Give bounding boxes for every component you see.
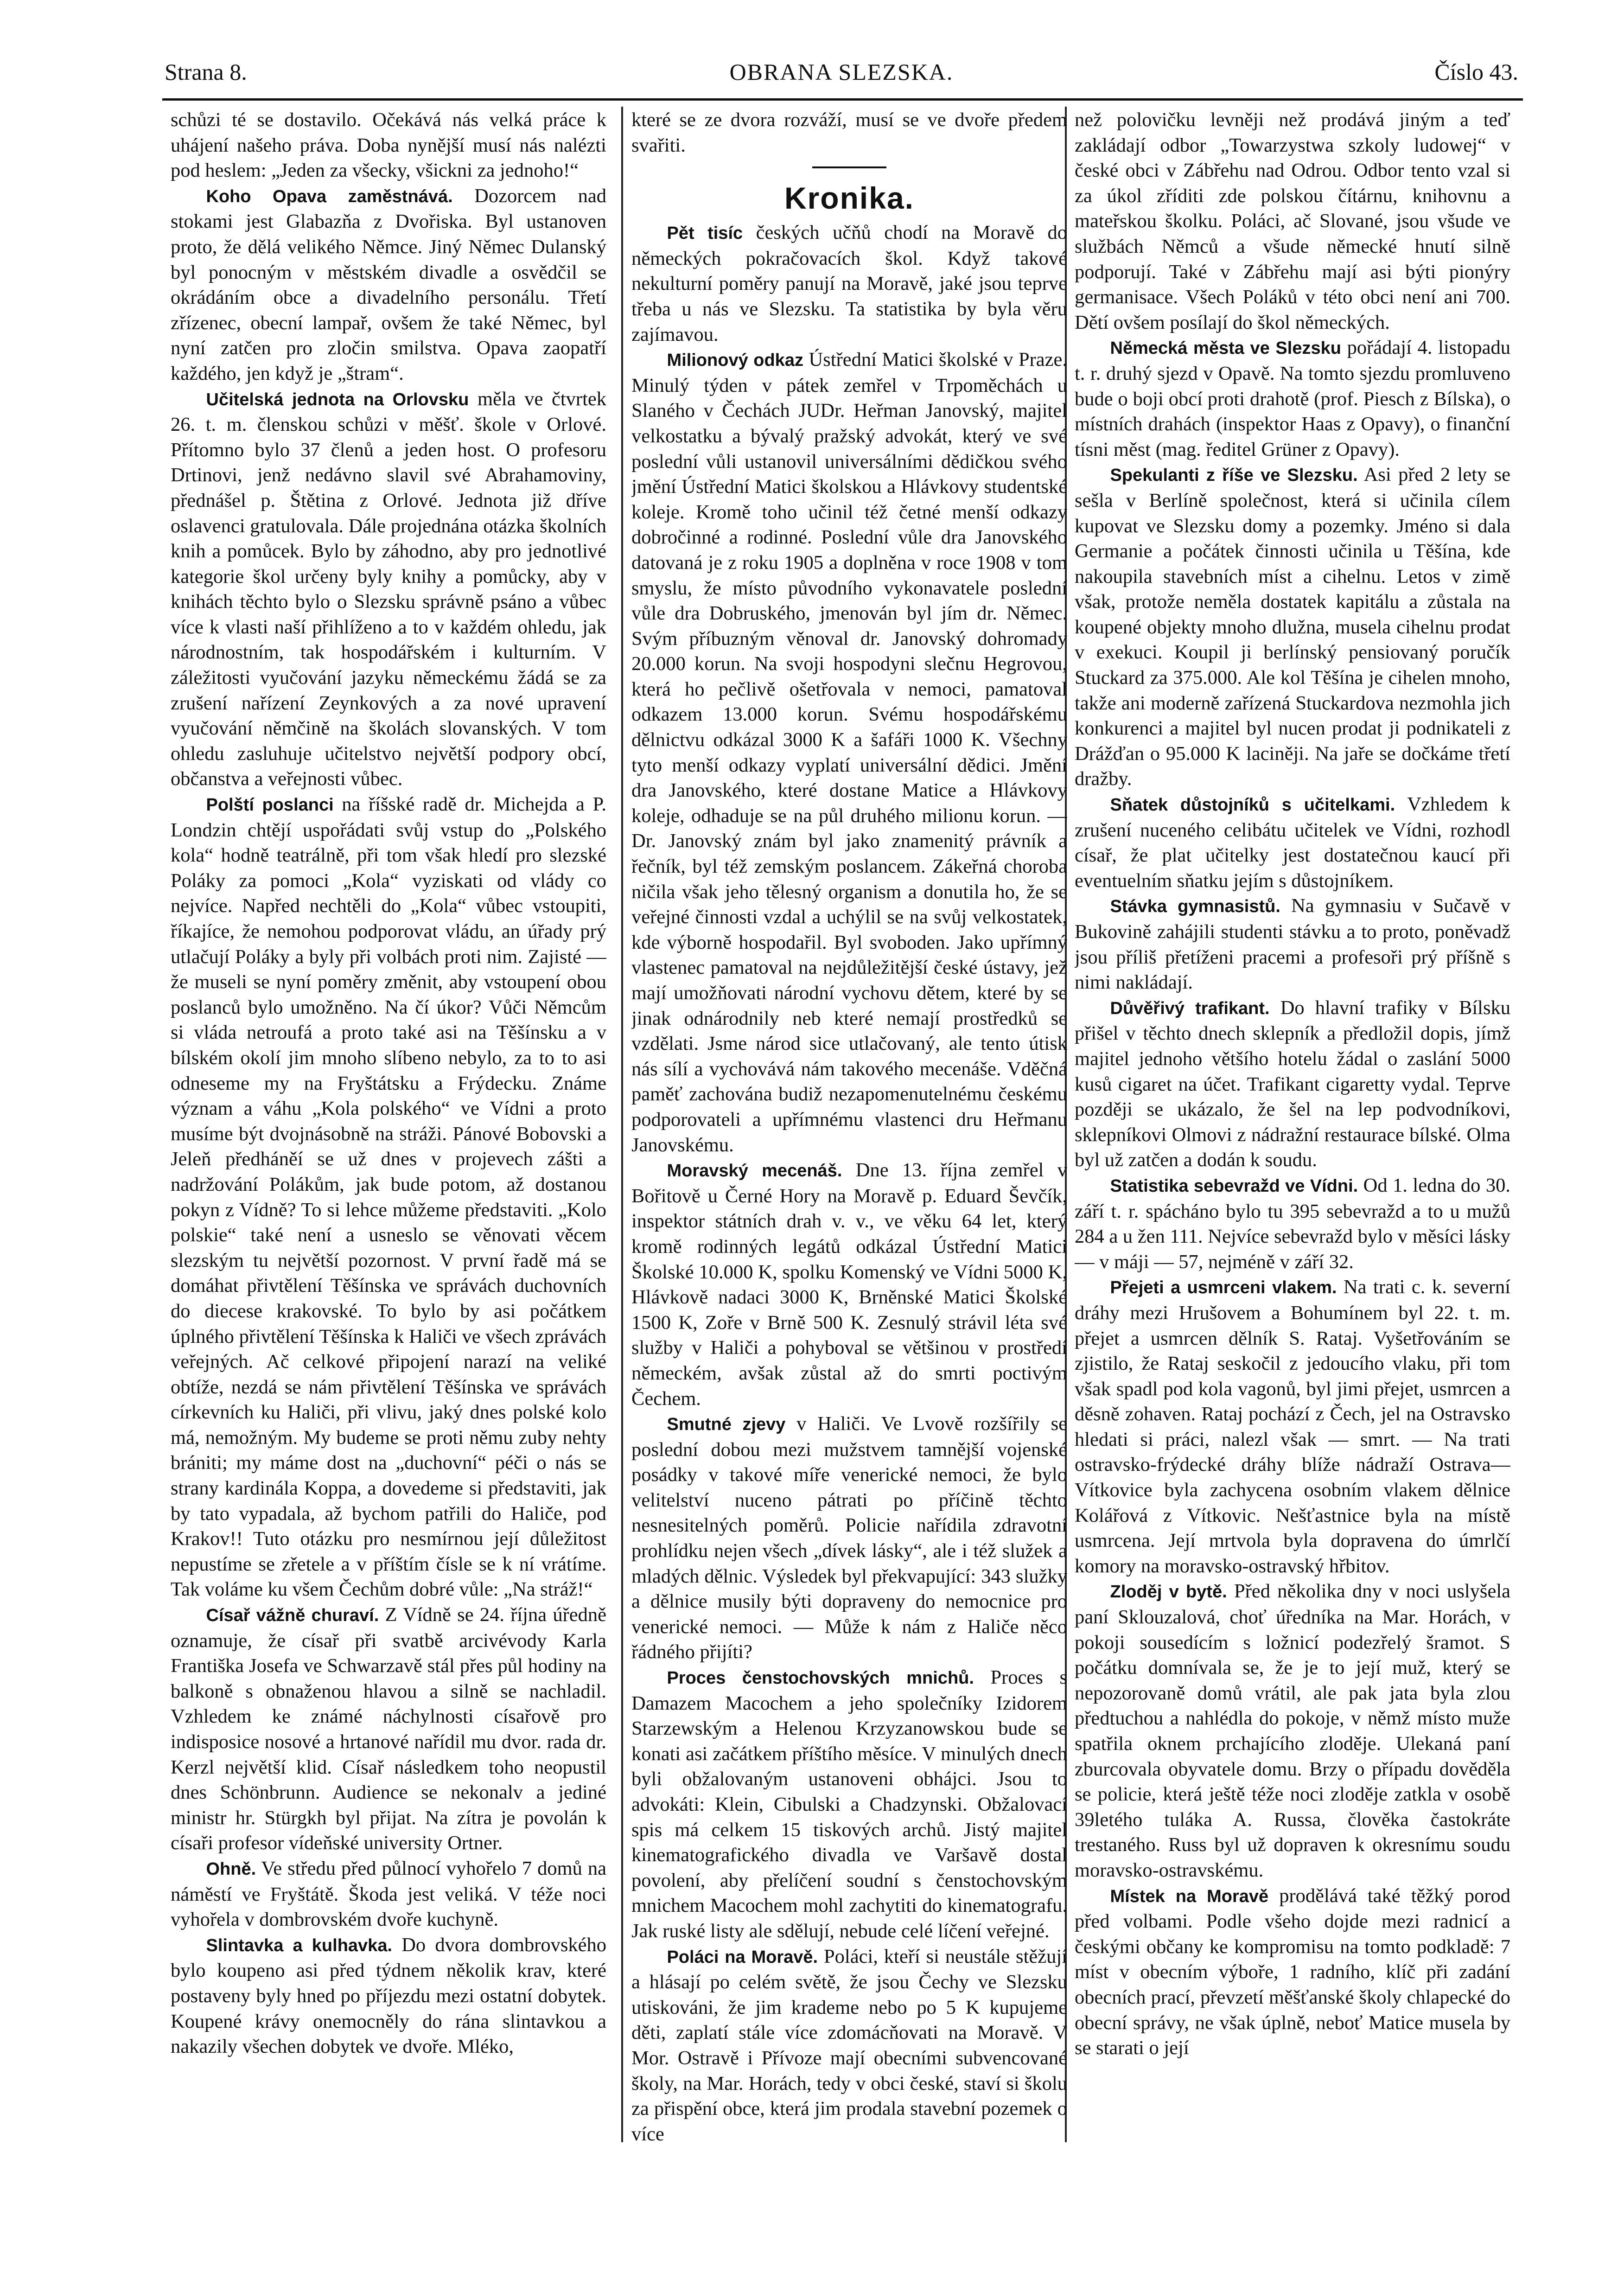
article-text: Asi před 2 lety se sešla v Berlíně společnost, která si učinila cílem kupovat ve Slezsku domy a pozemky. Jméno si dala Germanie a počátek činnosti učinila u Těšína, kde nakoupila stavebních míst a cihelnu. Letos v zimě však, protože neměla dostatek kapitálu a zůstala na koupené objekty mnoho dlužna, musela cihelnu prodat v exekuci. Koupil ji berlínský pensiovaný poručík Stuckard za 375.000. Ale kol Těšína je cihelen mnoho, takže ani moderně zařízená Stuckardova nezmohla jich konkurenci a majitel byl nucen prodat ji podnikateli z Drážďan o 95.000 K laciněji. Na jaře se dočkáme třetí dražby.	[1075, 464, 1510, 790]
article-text: Dne 13. října zemřel v Bořitově u Černé Hory na Moravě p. Eduard Ševčík, inspektor státních drah v. v., ve věku 64 let, který kromě rodinných legátů odkázal Ústřední Matici Školské 10.000 K, spolku Komenský ve Vídni 5000 K, Hlávkově nadaci 3000 K, Brněnské Matici Školské 1500 K, Zoře v Brně 500 K. Zesnulý strávil léta své služby v Haliči a pohyboval se většinou v prostředí německém, avšak zůstal až do smrti poctivým Čechem.	[631, 1159, 1067, 1410]
article-pet-tisic	[631, 220, 1067, 347]
column-2	[631, 108, 1067, 2148]
column-3	[1075, 108, 1510, 2148]
page-number: Strana 8.	[165, 59, 247, 85]
article-spekulanti	[1075, 462, 1510, 792]
article-heading: Důvěřivý trafikant.	[1110, 998, 1270, 1018]
page-header	[165, 55, 1518, 96]
article-text: měla ve čtvrtek 26. t. m. členskou schůzi v měšť. škole v Orlové. Přítomno bylo 37 členů a jeden host. O profesoru Drtinovi, jenž nedávno slavil své Abrahamoviny, přednášel p. Štětina z Orlové. Jednota již dříve oslavenci gratulovala. Dále projednána otázka školních knih a pomůcek. Bylo by záhodno, aby pro jednotlivé kategorie škol určeny byly knihy a pomůcky, aby v knihách těchto bylo o Slezsku správně psáno a vůbec více k vlasti naší přihlíženo a to v každém ohledu, jak národnostním, tak hospodářském i kulturním. V záležitosti vyučování jazyku německému žádá se za zrušení nařízení Zeynkových a za nové upravení vyučování němčině na školách slovanských. V tom ohledu zasluhuje učitelstvo největší podpory obcí, občanstva a veřejnosti vůbec.	[171, 388, 606, 790]
article-heading: Milionový odkaz	[667, 351, 803, 370]
article-text: Dozorcem nad stokami jest Glabazňa z Dvořiska. Byl ustanoven proto, že dělá velikého Němce. Jiný Němec Dulanský byl ponocným v městském divadle a osvědčil se okrádáním obce a divadelního personálu. Třetí zřízenec, obecní lampař, ovšem že také Němec, byl nyní zatčen pro zločin smilstva. Opava zaopatří každého, jen když je „štram“.	[171, 185, 606, 384]
article-heading: Učitelská jednota na Orlovsku	[206, 389, 469, 409]
article-heading: Moravský mecenáš.	[667, 1161, 842, 1181]
article-text: prodělává také těžký porod před volbami. Podle všeho dojde mezi radnicí a českými občany ke kompromisu na tomto podkladě: 7 míst v obecním výboře, 1 radního, klíč při zadání obecních prací, převzetí měšťanské školy chlapecké do obecní správy, ne však úplně, neboť Matice musela by se starati o její	[1075, 1884, 1510, 2059]
newspaper-title: OBRANA SLEZSKA.	[729, 59, 954, 85]
article-continuation: schůzi té se dostavilo. Očekává nás velká práce k uhájení našeho práva. Doba nynější musí nás nalézti pod heslem: „Jeden za všecky, všickni za jednoho!“	[171, 109, 606, 182]
article-text: Na trati c. k. severní dráhy mezi Hrušovem a Bohumínem byl 22. t. m. přejet a usmrcen dělník S. Rataj. Vyšetřováním se zjistilo, že Rataj seskočil z jedoucího vlaku, při tom však spadl pod kola vagonů, byl jimi přejet, usmrcen a děsně zohaven. Rataj pochází z Čech, jel na Ostravsko hledati si práci, nalezl však — smrt. — Na trati ostravsko-frýdecké dráhy blíže nádraží Ostrava—Vítkovice byla zachycena osobním vlakem dělnice Kolářová z Vítkovic. Nešťastnice byla na místě usmrcena. Její mrtvola byla dopravena do úmrlčí komory na moravsko-ostravský hřbitov.	[1075, 1276, 1510, 1577]
article-heading: Statistika sebevražd ve Vídni.	[1110, 1176, 1358, 1196]
article-text: Ústřední Matici školské v Praze. Minulý týden v pátek zemřel v Trpoměchách u Slaného v Čechách JUDr. Heřman Janovský, majitel velkostatku a bývalý pražský advokát, který ve své poslední vůli ustanovil universálními dědičkou svého jmění Ústřední Matici školskou a Hlávkovy studentské koleje. Kromě toho učinil též četné menší odkazy dobročinné a rodinné. Poslední vůle dra Janovského datovaná je z roku 1905 a doplněna v roce 1908 v tom smyslu, že místo původního vykonavatele poslední vůle dra Dobruského, jmenován byl jím dr. Němec. Svým příbuzným věnoval dr. Janovský dohromady 20.000 korun. Na svoji hospodyni slečnu Hegrovou, která ho pečlivě ošetřovala v nemoci, pamatoval odkazem 13.000 korun. Svému hospodářskému dělnictvu odkázal 3000 K a šafáři 1000 K. Všechny tyto menší odkazy vyplatí universální dědici. Jmění dra Janovského, které dostane Matice a Hlávkovy koleje, odhaduje se na půl druhého milionu korun. — Dr. Janovský znám byl jako znamenitý právník a řečník, byl též zemským poslancem. Zákeřná choroba ničila však jeho tělesný organism a donutila ho, že se veřejné činnosti vzdal a uchýlil se na svůj velkostatek, kde výborně hospodařil. Byl svoboden. Jako upřímný vlastenec pamatoval na nejdůležitější české ústavy, jež mají umožňovati národní vychovu dětem, které by se jinak odnárodnily neb které nemají prostředků se vzdělati. Jsme národ sice utlačovaný, ale tento útisk nás sílí a vychovává nám takového mecenáše. Vděčná paměť zachována budiž nezapomenutelnému českému podporovateli a upřímnému vlastenci dru Heřmanu Janovskému.	[631, 349, 1067, 1156]
header-rule	[162, 98, 1523, 101]
article-text: Proces s Damazem Macochem a jeho společníky Izidorem Starzewským a Helenou Krzyzanowskou bude se konati asi začátkem příštího měsíce. V minulých dnech byli obžalovaným ustanoveni obhájci. Jsou to advokáti: Klein, Cibulski a Chadzynski. Obžalovací spis má celkem 15 tiskových archů. Jistý majitel kinematografického divadla ve Varšavě dostal povolení, aby přelíčení soudní s čenstochovským mnichem Macochem mohl zachytiti do kinematografu. Jak ruské listy ale sdělují, nebude celé líčení veřejné.	[631, 1666, 1067, 1942]
article-continuation: které se ze dvora rozváží, musí se ve dvoře předem svařiti.	[631, 109, 1067, 156]
article-heading: Ohně.	[206, 1859, 256, 1879]
article-heading: Německá města ve Slezsku	[1110, 338, 1341, 358]
article-ohne	[171, 1856, 606, 1933]
article-heading: Sňatek důstojníků s učitelkami.	[1110, 795, 1395, 815]
article-text: Před několika dny v noci uslyšela paní Sklouzalová, choť úředníka na Mar. Horách, v pokoji sousedícím s ložnicí podezřelý šramot. S počátku domnívala se, že je to její muž, který se nepozorovaně domů vrátil, ale pak jata byla zlou předtuchou a nahlédla do pokoje, v němž místo muže spatřila oknem prchajícího zloděje. Ulekaná paní zburcovala obyvatele domu. Brzy o případu dověděla se policie, která ještě téže noci zloděje zatkla v osobě 39letého tuláka A. Russa, člověka častokráte trestaného. Russ byl už dopraven k okresnímu soudu moravsko-ostravskému.	[1075, 1580, 1510, 1881]
article-trafikant	[1075, 996, 1510, 1173]
article-koho-opava	[171, 184, 606, 387]
article-text: českých učňů chodí na Moravě do německých pokračovacích škol. Když takové nekulturní poměry panují na Moravě, jaké jsou teprve třeba u nás ve Slezsku. Ta statistika by byla věru zajímavou.	[631, 222, 1067, 345]
article-heading: Císař vážně churaví.	[206, 1606, 379, 1626]
article-heading: Slintavka a kulhavka.	[206, 1935, 393, 1955]
article-text: Ve středu před půlnocí vyhořelo 7 domů na náměstí ve Fryštátě. Škoda jest veliká. V téže noci vyhořela v dombrovském dvoře kuchyně.	[171, 1857, 606, 1931]
article-statistika	[1075, 1173, 1510, 1275]
article-heading: Zloděj v bytě.	[1110, 1582, 1227, 1602]
article-moravsky-mecenas	[631, 1158, 1067, 1411]
column-1	[171, 108, 606, 2148]
article-polsti-poslanci	[171, 792, 606, 1602]
article-milionovy-odkaz	[631, 347, 1067, 1158]
article-text: Do dvora dombrovského bylo koupeno asi před týdnem několik krav, které postaveny byly hned po příjezdu mezi ostatní dobytek. Koupené krávy onemocněly do rána slintavkou a nakazily všechen dobytek ve dvoře. Mléko,	[171, 1934, 606, 2058]
article-text: pořádají 4. listopadu t. r. druhý sjezd v Opavě. Na tomto sjezdu promluveno bude o boji obcí proti drahotě (prof. Piesch z Bílska), o místních drahách (inspektor Haas z Opavy), o finanční tísni měst (mag. ředitel Grüner z Opavy).	[1075, 337, 1510, 460]
article-text: Poláci, kteří si neustále stěžují a hlásají po celém světě, že jsou Čechy ve Slezsku utiskováni, že jim krademe nebo po 5 K kupujeme děti, zaplatí stále více zdomácňovati na Moravě. V Mor. Ostravě i Přívoze mají obecními subvencované školy, na Mar. Horách, tedy v obci české, staví si školu za přispění obce, která jim prodala stavební pozemek o více	[631, 1945, 1067, 2145]
section-title-kronika: Kronika.	[784, 181, 915, 216]
article-proces-mnichu	[631, 1665, 1067, 1944]
article-nemecka-mesta	[1075, 335, 1510, 462]
article-smutne-zjevy	[631, 1411, 1067, 1665]
issue-number: Číslo 43.	[1434, 59, 1518, 85]
section-separator	[812, 166, 886, 168]
article-heading: Spekulanti z říše ve Slezsku.	[1110, 466, 1358, 485]
article-heading: Poláci na Moravě.	[667, 1947, 818, 1967]
article-cisar-churavi	[171, 1602, 606, 1856]
article-heading: Pět tisíc	[667, 223, 743, 243]
article-polaci-na-morave	[631, 1944, 1067, 2147]
article-heading: Polští poslanci	[206, 795, 334, 815]
article-text: Do hlavní trafiky v Bílsku přišel v těchto dnech sklepník a předložil dopis, jímž majitel jednoho většího hotelu žádal o zaslání 5000 kusů cigaret na účet. Trafikant cigaretty vydal. Teprve později se ukázalo, že šel na lep podvodníkovi, sklepníkovi Olmovi z nádražní restaurace bílské. Olma byl už zatčen a dodán k soudu.	[1075, 996, 1510, 1171]
article-text: Vzhledem k zrušení nuceného celibátu učitelek ve Vídni, rozhodl císař, že plat učitelky jest dostatečnou kaucí při eventuelním sňatku jejím s důstojníkem.	[1075, 793, 1510, 892]
article-text: na říšské radě dr. Michejda a P. Londzin chtějí uspořádati svůj vstup do „Polského kola“ hodně teatrálně, při tom však hledí pro slezské Poláky za pomoci „Kola“ vyziskati od vlády co nejvíce. Napřed nechtěli do „Kola“ vůbec vstoupiti, říkajíce, že nemohou podporovat vládu, an úřady prý utlačují Poláky a byly při volbách proti nim. Zajisté — že museli se nyní poměry změnit, aby vstoupení obou poslanců bylo umožněno. Na čí úkor? Vůči Němcům si vláda netroufá a proto také asi na Těšínsku a v bílském okolí jim mnoho slíbeno nebylo, za to to asi odneseme my na Fryštátsku a Frýdecku. Známe význam a váhu „Kola polského“ ve Vídni a proto musíme být dvojnásobně na stráži. Pánové Bobovski a Jeleň předháněí se už dnes v projevech zášti a nadržování Polákům, jak bude potom, až dostanou pokyn z Vídně? To si lehce můžeme představiti. „Kolo polskie“ také není a usneslo se věnovati věcem slezským tu největší pozornost. V první řadě má se domáhat přivtělení Těšínska ve správách duchovních do diecese krakovské. To bylo by asi počátkem úplného přivtělení Těšínska k Haliči ve všech zprávách veřejných. Ač celkové připojení narazí na veliké obtíže, nezdá se nám přivtělení Těšínska ve správách církevních ku Haliči, při vlivu, jaký dnes polské kolo má, nemožným. My budeme se proti němu zuby nehty brániti; my máme dost na „duchovní“ péči o nás se strany kardinála Koppa, a dovedeme si představiti, jak by tato vypadala, až bychom patřili do Haliče, pod Krakov!! Tuto otázku pro nesmírnou její důležitost nepustíme se zřetele a v příštím čísle se k ní vrátíme. Tak voláme ku všem Čechům dobré vůle: „Na stráž!“	[171, 793, 606, 1601]
article-ucitelska-jednota	[171, 387, 606, 792]
article-heading: Stávka gymnasistů.	[1110, 897, 1280, 917]
article-heading: Koho Opava zaměstnává.	[206, 186, 453, 206]
article-heading: Přejeti a usmrceni vlakem.	[1110, 1278, 1337, 1298]
article-heading: Proces čenstochovských mnichů.	[667, 1668, 974, 1688]
column-divider-1	[621, 107, 623, 2142]
article-zlodej	[1075, 1579, 1510, 1883]
article-snatek	[1075, 792, 1510, 894]
article-text: Od 1. ledna do 30. září t. r. spácháno bylo tu 395 sebevražd a to u mužů 284 a u žen 111. Nejvíce sebevražd bylo v měsíci lásky — v máji — 57, nejméně v září 32.	[1075, 1174, 1510, 1273]
article-text: Z Vídně se 24. října úředně oznamuje, že císař při svatbě arcivévody Karla Františka Josefa ve Schwarzavě stál přes půl hodiny na balkoně s obnaženou hlavou a silně se nachladil. Vzhledem ke známé náchylnosti císařově pro indisposice nosové a hrtanové nařídil mu dvor. rada dr. Kerzl největší klid. Císař následkem toho neopustil dnes Schönbrunn. Audience se nekonalv a jediné ministr hr. Stürgkh byl přijat. Na zítra je povolán k císaři profesor vídeňské university Ortner.	[171, 1604, 606, 1854]
article-heading: Místek na Moravě	[1110, 1886, 1269, 1906]
article-text: Na gymnasiu v Sučavě v Bukovině zahájili studenti stávku a to proto, poněvadž jsou příliš přetíženi pracemi a profesoři prý příšně s nimi nakládají.	[1075, 895, 1510, 994]
article-text: v Haliči. Ve Lvově rozšířily se poslední dobou mezi mužstvem tamnější vojenské posádky v takové míře venerické nemoci, že bylo velitelství nuceno pátrati po příčině těchto nesnesitelných poměrů. Policie nařídila zdravotní prohlídku nejen všech „dívek lásky“, ale i též služek a mladých dělnic. Výsledek byl překvapující: 343 služky a dělnice musily býti dopraveny do nemocnice pro venerické nemoci. — Může k nám z Haliče něco řádného přijíti?	[631, 1413, 1067, 1663]
article-prejeti-vlakem	[1075, 1275, 1510, 1579]
article-stavka	[1075, 894, 1510, 995]
article-slintavka	[171, 1933, 606, 2060]
article-heading: Smutné zjevy	[667, 1415, 786, 1435]
article-continuation: než polovičku levněji než prodává jiným a teď zakládají odbor „Towarzystwa szkoly ludowej“ v české obci v Zábřehu nad Odrou. Odbor tento vzal si za úkol zříditi zde polskou čítárnu, knihovnu a mateřskou školku. Poláci, ač Slované, jsou všude ve službách Němců a všude německé hnutí silně podporují. Také v Zábřehu mají asi býti pionýry germanisace. Všech Poláků v této obci není ani 700. Dětí ovšem posílají do škol německých.	[1075, 109, 1510, 333]
article-mistek	[1075, 1883, 1510, 2061]
